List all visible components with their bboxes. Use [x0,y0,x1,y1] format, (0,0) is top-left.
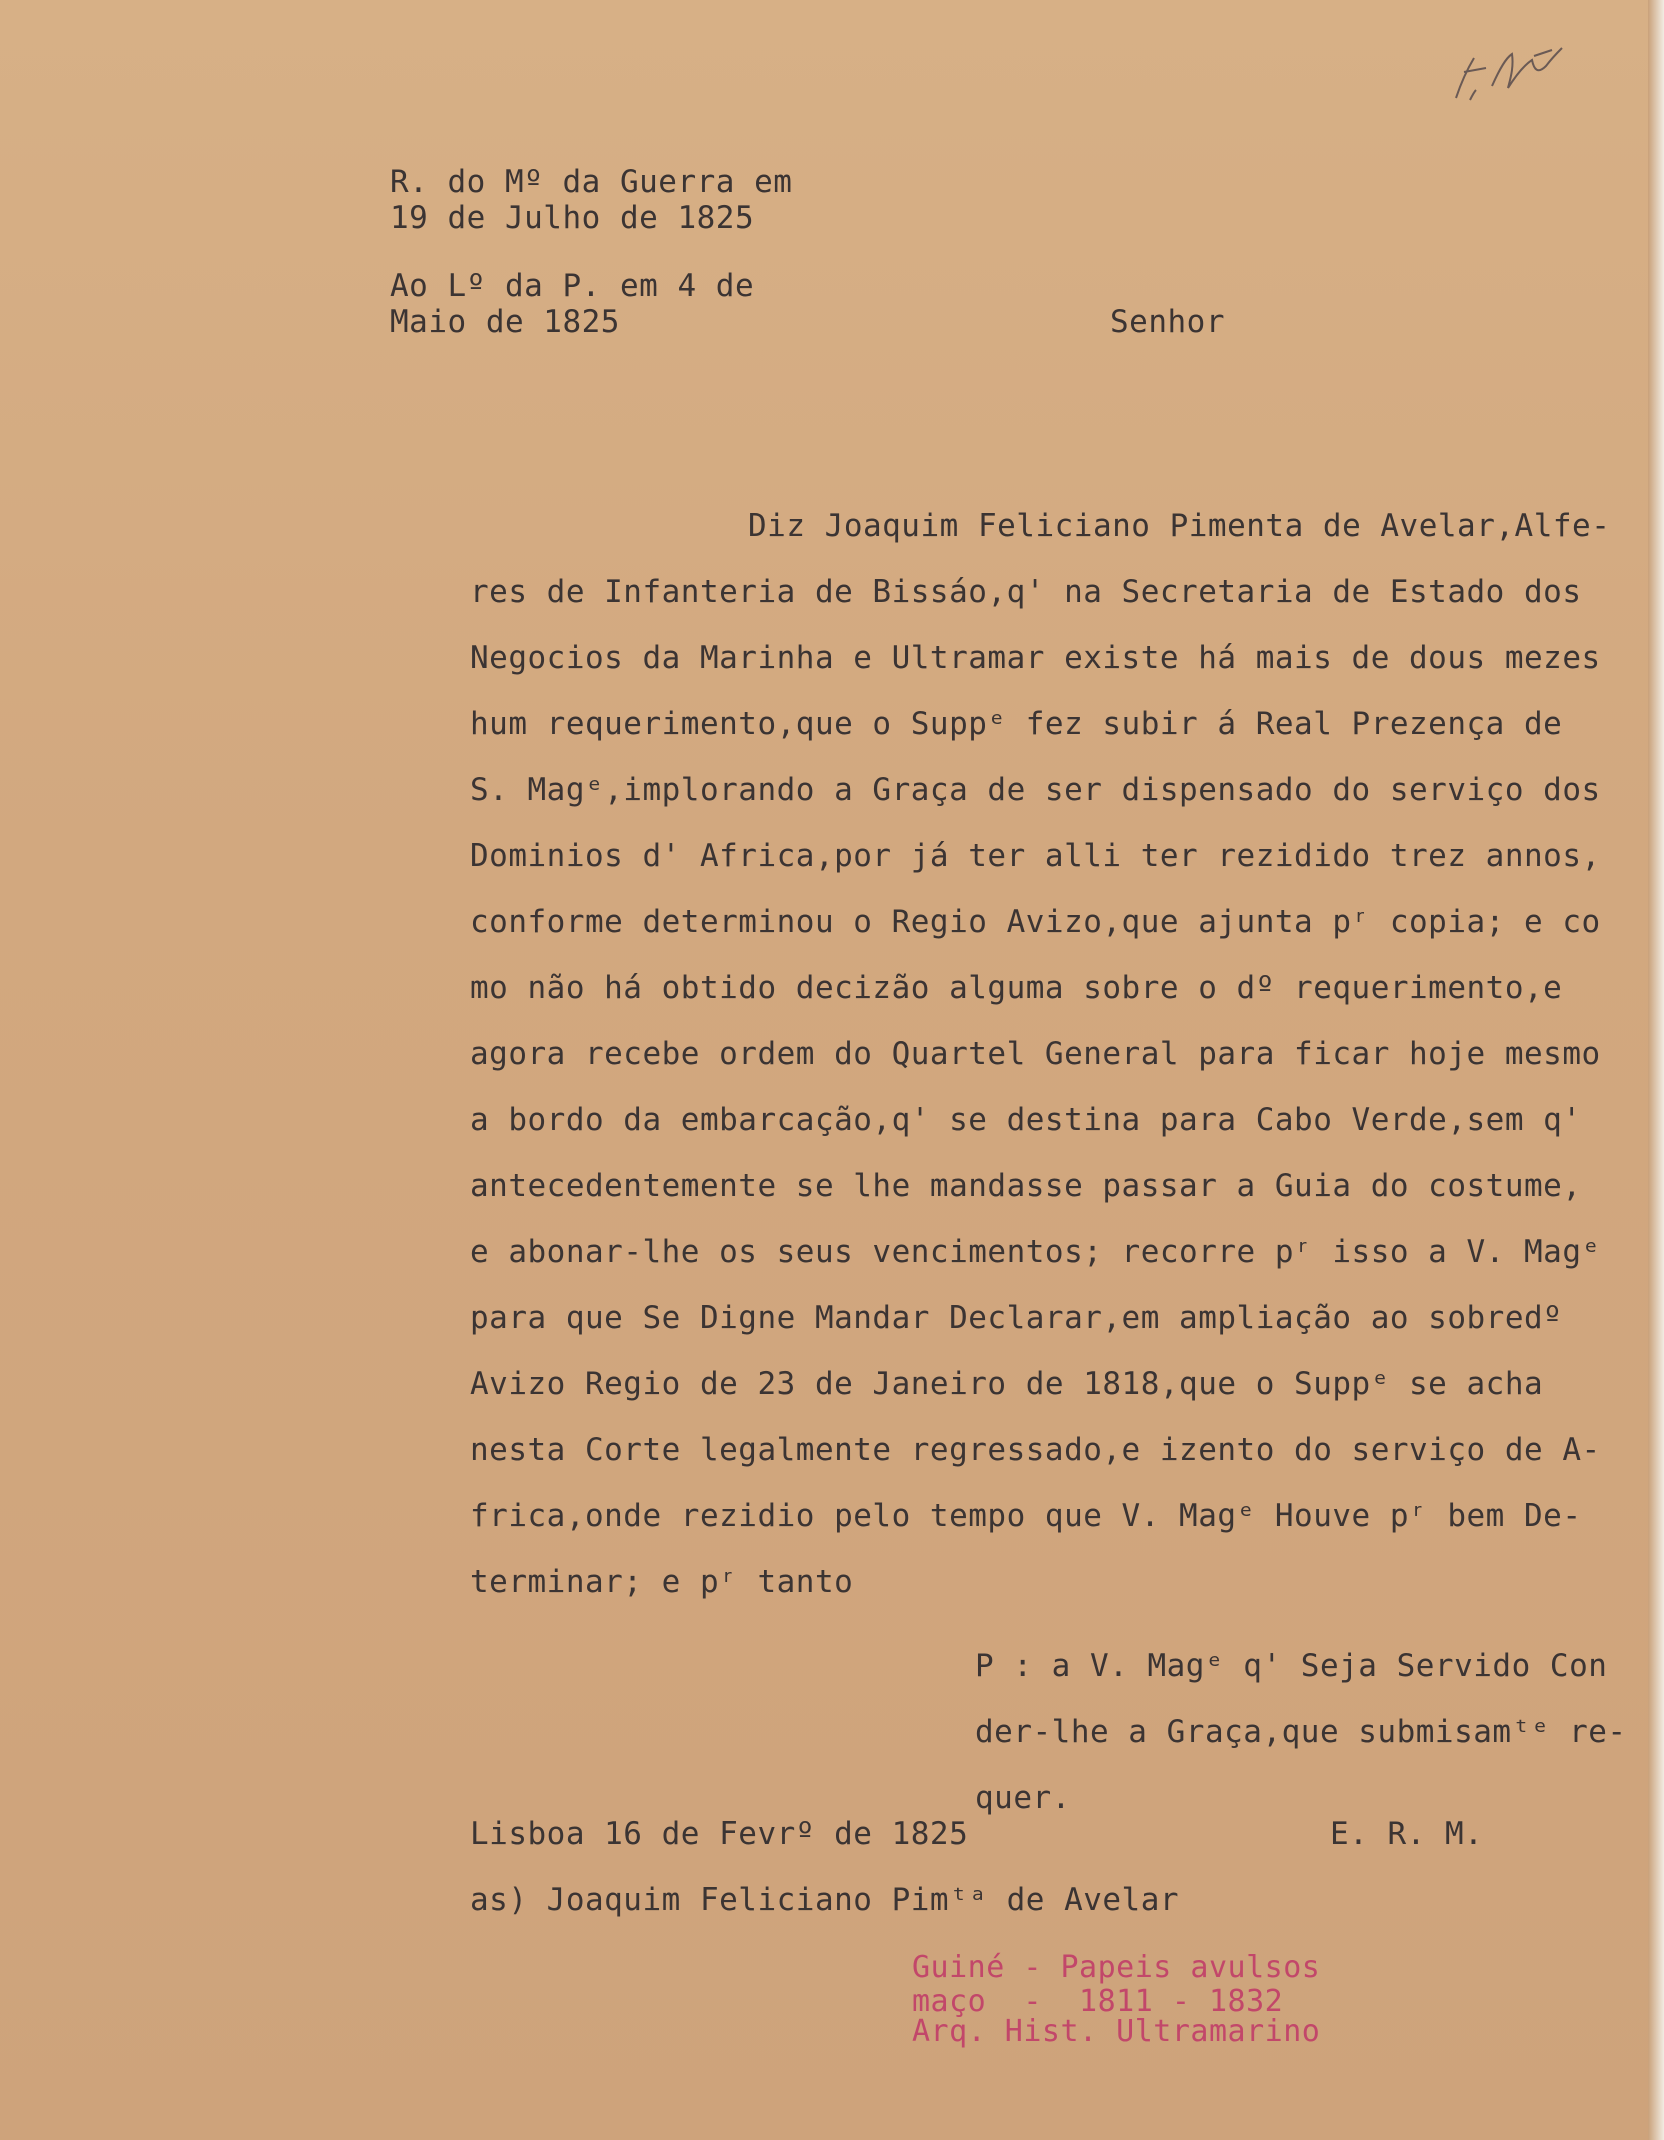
body-line: mo não há obtido decizão alguma sobre o dº requerimento,e [470,970,1563,1006]
body-line: Diz Joaquim Feliciano Pimenta de Avelar,Alfe- [748,508,1611,544]
body-line: e abonar-lhe os seus vencimentos; recorre pʳ isso a V. Magᵉ [470,1234,1601,1270]
erm-closing: E. R. M. [1330,1816,1484,1852]
body-line: hum requerimento,que o Suppᵉ fez subir á Real Prezença de [470,706,1563,742]
body-line: terminar; e pʳ tanto [470,1564,854,1600]
handwritten-initials [1434,28,1584,118]
body-line: Negocios da Marinha e Ultramar existe há mais de dous mezes [470,640,1601,676]
petition-line-1: P : a V. Magᵉ q' Seja Servido Con [975,1648,1608,1684]
body-line: S. Magᵉ,implorando a Graça de ser dispensado do serviço dos [470,772,1601,808]
body-line: a bordo da embarcação,q' se destina para Cabo Verde,sem q' [470,1102,1582,1138]
body-line: agora recebe ordem do Quartel General para ficar hoje mesmo [470,1036,1601,1072]
header-line-3: Ao Lº da P. em 4 de [390,268,755,304]
salutation: Senhor [1110,304,1225,340]
body-line: frica,onde rezidio pelo tempo que V. Magᵉ Houve pʳ bem De- [470,1498,1582,1534]
header-line-4: Maio de 1825 [390,304,620,340]
header-line-2: 19 de Julho de 1825 [390,200,755,236]
petition-line-3: quer. [975,1780,1071,1816]
body-line: Dominios d' Africa,por já ter alli ter rezidido trez annos, [470,838,1601,874]
body-line: conforme determinou o Regio Avizo,que ajunta pʳ copia; e co [470,904,1601,940]
body-line: nesta Corte legalmente regressado,e izento do serviço de A- [470,1432,1601,1468]
body-line: antecedentemente se lhe mandasse passar a Guia do costume, [470,1168,1582,1204]
header-line-1: R. do Mº da Guerra em [390,164,793,200]
stamp-line-1: Guiné - Papeis avulsos [912,1950,1321,1985]
petition-line-2: der-lhe a Graça,que submisamᵗᵉ re- [975,1714,1627,1750]
body-line: Avizo Regio de 23 de Janeiro de 1818,que o Suppᵉ se acha [470,1366,1544,1402]
stamp-line-2: maço - 1811 - 1832 [912,1984,1284,2019]
paper-edge [1648,0,1664,2140]
body-line: res de Infanteria de Bissáo,q' na Secretaria de Estado dos [470,574,1582,610]
body-line: para que Se Digne Mandar Declarar,em ampliação ao sobredº [470,1300,1563,1336]
place-date: Lisboa 16 de Fevrº de 1825 [470,1816,969,1852]
stamp-line-3: Arq. Hist. Ultramarino [912,2014,1321,2049]
signature-line: as) Joaquim Feliciano Pimᵗᵃ de Avelar [470,1882,1180,1918]
